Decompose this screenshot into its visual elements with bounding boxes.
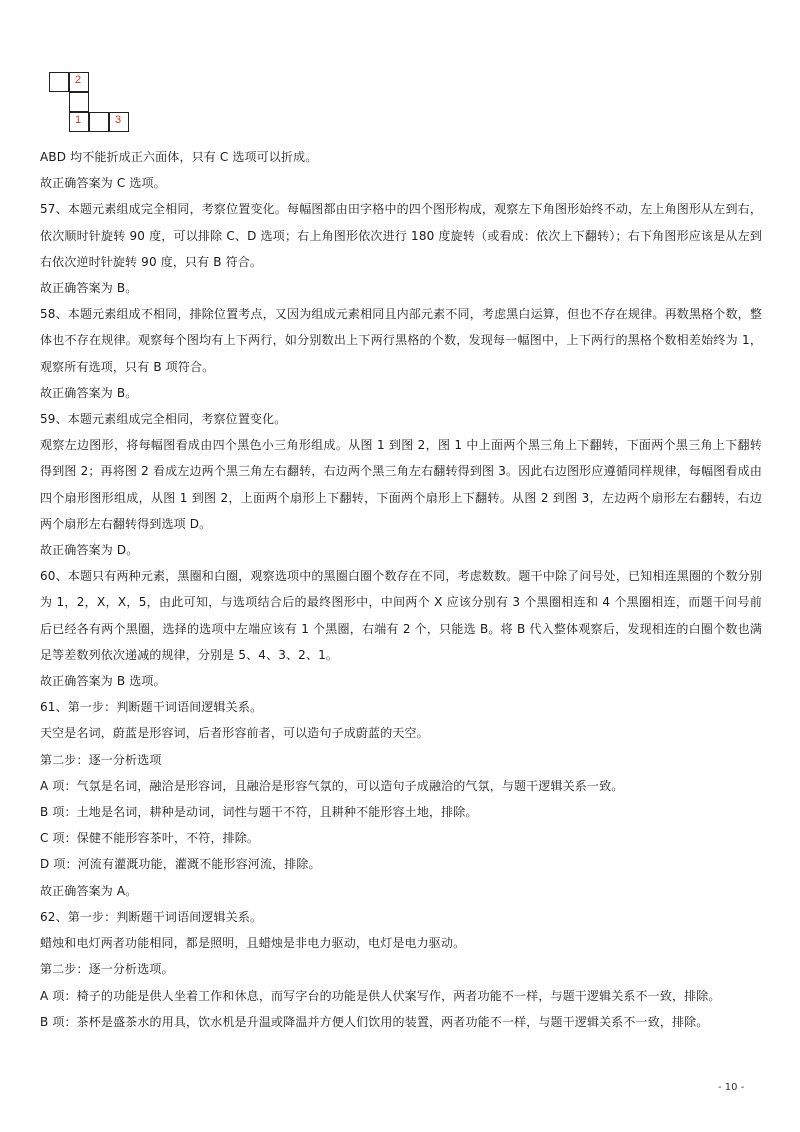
paragraph: 故正确答案为 C 选项。: [40, 176, 166, 191]
cube-face-label: 2: [75, 74, 82, 86]
cube-net-figure: [49, 72, 129, 132]
cube-face-label: 1: [75, 114, 82, 126]
paragraph: 蜡烛和电灯两者功能相同，都是照明，且蜡烛是非电力驱动，电灯是电力驱动。: [40, 936, 466, 951]
paragraph: B 项：茶杯是盛茶水的用具，饮水机是升温或降温并方便人们饮用的装置，两者功能不一样，与题干逻辑关系不一致，排除。: [40, 1014, 709, 1029]
paragraph: 59、本题元素组成完全相同，考察位置变化。: [40, 412, 287, 427]
paragraph: 62、第一步：判断题干词语间逻辑关系。: [40, 909, 263, 924]
paragraph: 故正确答案为 B。: [40, 385, 138, 400]
paragraph: B 项：土地是名词，耕种是动词，词性与题干不符，且耕种不能形容土地，排除。: [40, 805, 478, 820]
paragraph: 故正确答案为 B。: [40, 281, 138, 296]
paragraph: 故正确答案为 D。: [40, 543, 139, 558]
paragraph: 第二步：逐一分析选项。: [40, 962, 174, 977]
paragraph: 60、本题只有两种元素，黑圈和白圈，观察选项中的黑圈白圈个数存在不同，考虑数数。题干中除了问号处，已知相连黑圈的个数分别为 1，2，X，X，5，由此可知，与选项结合后的最终图形中，中间两个 X 应该分别有 3 个黑圈相连和 4 个黑圈相连，而题干问号前后已经各有两个黑圈，选择的选项中左端应该有 1 个黑圈，右端有 2 个，只能选 B。将 B 代入整体观察后，发现相连的白圈个数也满足等差数列依次递减的规律，分别是 5、4、3、2、1。: [40, 569, 762, 662]
paragraph: A 项：椅子的功能是供人坐着工作和休息，而写字台的功能是供人伏案写作，两者功能不一样，与题干逻辑关系不一致，排除。: [40, 988, 721, 1003]
cube-face-label: 3: [115, 114, 122, 126]
paragraph: 第二步：逐一分析选项: [40, 752, 162, 767]
paragraph: 61、第一步：判断题干词语间逻辑关系。: [40, 700, 263, 715]
paragraph: ABD 均不能折成正六面体，只有 C 选项可以折成。: [40, 150, 318, 164]
answer-explanations: [40, 144, 762, 1035]
paragraph: C 项：保健不能形容茶叶，不符，排除。: [40, 831, 260, 846]
paragraph: 58、本题元素组成不相同，排除位置考点，又因为组成元素相同且内部元素不同，考虑黑白运算，但也不存在规律。再数黑格个数，整体也不存在规律。观察每个图均有上下两行，如分别数出上下两行黑格的个数，发现每一幅图中，上下两行的黑格个数相差始终为 1，观察所有选项，只有 B 项符合。: [40, 307, 762, 374]
paragraph: A 项：气氛是名词，融洽是形容词，且融洽是形容气氛的，可以造句子成融洽的气氛，与题干逻辑关系一致。: [40, 778, 624, 793]
paragraph: D 项：河流有灌溉功能，灌溉不能形容河流，排除。: [40, 857, 321, 872]
paragraph: 天空是名词，蔚蓝是形容词，后者形容前者，可以造句子成蔚蓝的天空。: [40, 726, 429, 741]
page-number: - 10 -: [718, 1082, 745, 1093]
paragraph: 观察左边图形，将每幅图看成由四个黑色小三角形组成。从图 1 到图 2，图 1 中上面两个黑三角上下翻转，下面两个黑三角上下翻转得到图 2；再将图 2 看成左边两个黑三角左右翻转，右边两个黑三角左右翻转得到图 3。因此右边图形应遵循同样规律，每幅图看成由四个扇形图形组成，从图 1 到图 2，上面两个扇形上下翻转，下面两个扇形上下翻转。从图 2 到图 3，左边两个扇形左右翻转，右边两个扇形左右翻转得到选项 D。: [40, 438, 762, 531]
paragraph: 故正确答案为 B 选项。: [40, 674, 166, 689]
paragraph: 57、本题元素组成完全相同，考察位置变化。每幅图都由田字格中的四个图形构成，观察左下角图形始终不动，左上角图形从左到右，依次顺时针旋转 90 度，可以排除 C、D 选项；右上角图形依次进行 180 度旋转（或看成：依次上下翻转）；右下角图形应该是从左到右依次逆时针旋转 90 度，只有 B 符合。: [40, 202, 762, 269]
paragraph: 故正确答案为 A。: [40, 883, 138, 898]
